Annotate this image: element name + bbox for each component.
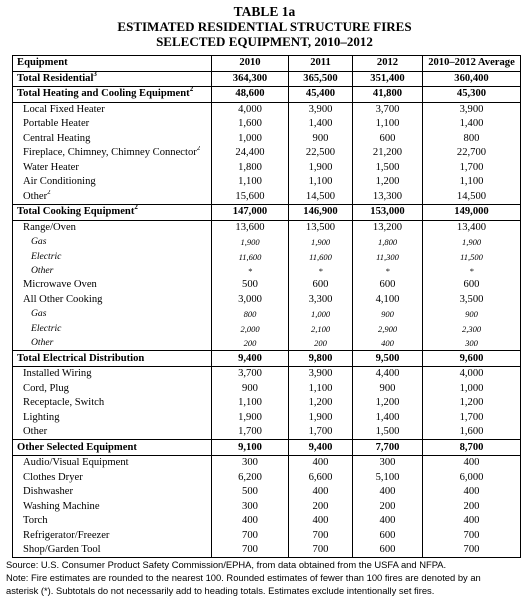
row-value: 364,300: [212, 71, 289, 87]
row-label: [13, 87, 212, 103]
row-value: 400: [353, 336, 423, 351]
table-row: [13, 102, 521, 117]
row-label-text: Receptacle, Switch: [23, 397, 105, 409]
row-label-text: Cord, Plug: [23, 382, 69, 394]
row-value: 700: [212, 528, 289, 543]
table-body: [13, 71, 521, 558]
row-value: 400: [289, 514, 353, 529]
row-value: 22,700: [423, 146, 521, 161]
row-value: 45,400: [289, 87, 353, 103]
row-label: [13, 455, 212, 470]
row-label: [13, 117, 212, 132]
row-value: 11,300: [353, 249, 423, 263]
rounding-note-continued: asterisk (*). Subtotals do not necessarily add to heading totals. Estimates exclude intentionally set fires.: [6, 585, 435, 596]
table-row: [13, 293, 521, 308]
row-label: [13, 102, 212, 117]
table-row: [13, 322, 521, 336]
table-subtitle: ESTIMATED RESIDENTIAL STRUCTURE FIRES: [117, 19, 412, 34]
row-value: 1,100: [353, 117, 423, 132]
row-label-text: Audio/Visual Equipment: [23, 457, 129, 469]
row-label: [13, 161, 212, 176]
row-label-text: All Other Cooking: [23, 293, 103, 305]
row-value: 1,100: [212, 175, 289, 190]
row-label-text: Central Heating: [23, 132, 91, 144]
row-label: [13, 132, 212, 147]
table-row: [13, 220, 521, 235]
row-value: 400: [353, 485, 423, 500]
footnote-marker: 2: [47, 189, 51, 196]
row-value: 1,400: [423, 117, 521, 132]
row-label-text: Water Heater: [23, 161, 79, 173]
row-value: 14,500: [289, 190, 353, 205]
row-value: 1,200: [353, 396, 423, 411]
row-value: *: [289, 264, 353, 278]
row-value: 3,500: [423, 293, 521, 308]
row-value: 3,900: [423, 102, 521, 117]
row-value: 1,900: [212, 235, 289, 249]
row-value: 200: [289, 499, 353, 514]
row-label: [13, 278, 212, 293]
row-value: 13,500: [289, 220, 353, 235]
row-label: [13, 175, 212, 190]
row-value: 1,800: [353, 235, 423, 249]
table-row: [13, 440, 521, 456]
row-label: [13, 264, 212, 278]
table-titles: [0, 0, 529, 49]
row-value: *: [212, 264, 289, 278]
column-header-2010: 2010: [212, 56, 289, 72]
table-row: [13, 470, 521, 485]
table-row: [13, 455, 521, 470]
row-value: 1,700: [212, 425, 289, 440]
row-value: 6,600: [289, 470, 353, 485]
row-label-text: Installed Wiring: [23, 368, 92, 380]
row-value: 1,400: [289, 117, 353, 132]
table-row: [13, 87, 521, 103]
row-value: 700: [289, 528, 353, 543]
row-label-text: Lighting: [23, 411, 60, 423]
row-value: 1,500: [353, 425, 423, 440]
table-row: [13, 235, 521, 249]
row-label-text: Other: [23, 190, 48, 202]
row-value: 700: [423, 528, 521, 543]
table-row: [13, 485, 521, 500]
row-value: 300: [212, 455, 289, 470]
row-value: 1,400: [353, 410, 423, 425]
row-value: 48,600: [212, 87, 289, 103]
row-value: 600: [353, 543, 423, 558]
row-label: [13, 528, 212, 543]
row-label: [13, 146, 212, 161]
table-row: [13, 307, 521, 321]
row-label: [13, 499, 212, 514]
footnote-marker: 3: [93, 71, 97, 78]
row-value: 360,400: [423, 71, 521, 87]
row-value: 9,800: [289, 351, 353, 367]
row-value: 1,900: [423, 235, 521, 249]
row-label: [13, 514, 212, 529]
row-value: 9,100: [212, 440, 289, 456]
row-value: 300: [212, 499, 289, 514]
row-label: [13, 440, 212, 456]
row-value: 45,300: [423, 87, 521, 103]
footnote-marker: 2: [196, 146, 201, 153]
row-label-text: Portable Heater: [23, 118, 90, 130]
row-value: 9,500: [353, 351, 423, 367]
row-value: 1,100: [423, 175, 521, 190]
row-value: 300: [353, 455, 423, 470]
table-row: [13, 132, 521, 147]
row-label-text: Gas: [31, 236, 47, 248]
row-value: 3,900: [289, 102, 353, 117]
table-row: [13, 381, 521, 396]
row-label: [13, 543, 212, 558]
row-value: 13,400: [423, 220, 521, 235]
row-value: 13,600: [212, 220, 289, 235]
column-header-average: 2010–2012 Average: [423, 56, 521, 72]
table-row: [13, 264, 521, 278]
row-value: 600: [289, 278, 353, 293]
row-value: 11,600: [289, 249, 353, 263]
row-value: 351,400: [353, 71, 423, 87]
row-value: 1,000: [423, 381, 521, 396]
table-title: TABLE 1a: [233, 4, 296, 19]
row-value: 700: [212, 543, 289, 558]
row-value: 400: [423, 455, 521, 470]
row-label-text: Electric: [31, 250, 62, 262]
row-value: 1,000: [212, 132, 289, 147]
row-label-text: Total Cooking Equipment: [17, 206, 135, 218]
row-label: [13, 190, 212, 205]
row-value: 1,200: [289, 396, 353, 411]
row-label: [13, 351, 212, 367]
row-value: 400: [353, 514, 423, 529]
row-value: 15,600: [212, 190, 289, 205]
row-value: 1,100: [212, 396, 289, 411]
row-value: 3,700: [353, 102, 423, 117]
row-label-text: Total Heating and Cooling Equipment: [17, 88, 190, 100]
row-label: [13, 410, 212, 425]
table-row: [13, 410, 521, 425]
row-value: 22,500: [289, 146, 353, 161]
row-value: 800: [212, 307, 289, 321]
row-label-text: Total Residential: [17, 72, 94, 84]
row-value: 9,400: [212, 351, 289, 367]
row-label-text: Clothes Dryer: [23, 471, 83, 483]
row-value: 1,900: [212, 410, 289, 425]
table-row: [13, 175, 521, 190]
row-label: [13, 336, 212, 351]
row-label-text: Other Selected Equipment: [17, 441, 137, 453]
row-value: 300: [423, 336, 521, 351]
row-value: 3,000: [212, 293, 289, 308]
row-value: 200: [353, 499, 423, 514]
table-notes: [6, 558, 524, 597]
table-row: [13, 336, 521, 351]
row-value: 3,700: [212, 366, 289, 381]
row-value: 200: [212, 336, 289, 351]
row-label: [13, 307, 212, 321]
table-subtitle-years: SELECTED EQUIPMENT, 2010–2012: [156, 34, 373, 49]
row-value: 4,400: [353, 366, 423, 381]
footnote-marker: 2: [189, 86, 194, 94]
row-value: 11,600: [212, 249, 289, 263]
table-header-row: [13, 56, 521, 72]
row-value: 149,000: [423, 205, 521, 221]
row-value: 200: [423, 499, 521, 514]
row-value: 900: [423, 307, 521, 321]
row-value: 800: [423, 132, 521, 147]
column-header-2012: 2012: [353, 56, 423, 72]
row-value: 6,000: [423, 470, 521, 485]
row-value: 700: [289, 543, 353, 558]
row-value: 1,600: [423, 425, 521, 440]
row-value: 400: [289, 455, 353, 470]
row-value: 1,200: [423, 396, 521, 411]
row-value: 200: [289, 336, 353, 351]
footnote-marker: 2: [134, 204, 138, 212]
table-row: [13, 278, 521, 293]
row-value: 6,200: [212, 470, 289, 485]
table-row: [13, 205, 521, 221]
row-value: 365,500: [289, 71, 353, 87]
row-value: 1,900: [289, 235, 353, 249]
row-value: 400: [423, 485, 521, 500]
row-value: 900: [353, 381, 423, 396]
row-value: 3,300: [289, 293, 353, 308]
row-value: 500: [212, 485, 289, 500]
row-value: 1,700: [423, 161, 521, 176]
row-value: 5,100: [353, 470, 423, 485]
row-label: [13, 381, 212, 396]
row-label: [13, 322, 212, 336]
table-row: [13, 249, 521, 263]
row-value: 1,600: [212, 117, 289, 132]
row-value: 900: [289, 132, 353, 147]
row-label: [13, 425, 212, 440]
column-header-equipment: Equipment: [13, 56, 212, 72]
row-label: [13, 220, 212, 235]
row-label-text: Shop/Garden Tool: [23, 544, 101, 556]
row-label: [13, 249, 212, 263]
row-label: [13, 470, 212, 485]
table-row: [13, 499, 521, 514]
row-label-text: Other: [31, 337, 54, 349]
fires-table: [12, 55, 521, 558]
row-value: 1,800: [212, 161, 289, 176]
row-value: 41,800: [353, 87, 423, 103]
row-value: 147,000: [212, 205, 289, 221]
row-label: [13, 235, 212, 249]
table-row: [13, 425, 521, 440]
row-value: 1,700: [289, 425, 353, 440]
row-value: 1,500: [353, 161, 423, 176]
row-value: 4,000: [423, 366, 521, 381]
row-value: 1,900: [289, 410, 353, 425]
row-label: [13, 293, 212, 308]
row-value: 9,600: [423, 351, 521, 367]
row-value: 1,900: [289, 161, 353, 176]
row-value: 9,400: [289, 440, 353, 456]
row-value: 400: [289, 485, 353, 500]
row-value: 1,700: [423, 410, 521, 425]
row-value: 21,200: [353, 146, 423, 161]
row-label: [13, 485, 212, 500]
column-header-2011: 2011: [289, 56, 353, 72]
table-row: [13, 117, 521, 132]
row-value: 8,700: [423, 440, 521, 456]
row-value: 900: [353, 307, 423, 321]
row-value: 4,000: [212, 102, 289, 117]
row-label-text: Fireplace, Chimney, Chimney Connector: [23, 147, 197, 159]
row-label-text: Local Fixed Heater: [23, 103, 105, 115]
table-row: [13, 366, 521, 381]
row-value: 1,200: [353, 175, 423, 190]
row-label: [13, 71, 212, 87]
table-row: [13, 161, 521, 176]
row-label-text: Microwave Oven: [23, 279, 97, 291]
row-value: 1,000: [289, 307, 353, 321]
row-value: 3,900: [289, 366, 353, 381]
table-row: [13, 396, 521, 411]
table-row: [13, 190, 521, 205]
source-note: Source: U.S. Consumer Product Safety Commission/EPHA, from data obtained from the USFA and NFPA.: [6, 559, 447, 570]
row-label: [13, 366, 212, 381]
row-label-text: Range/Oven: [23, 221, 76, 233]
table-row: [13, 543, 521, 558]
row-value: 400: [212, 514, 289, 529]
row-value: 13,200: [353, 220, 423, 235]
table-row: [13, 514, 521, 529]
row-value: 2,300: [423, 322, 521, 336]
row-value: 2,900: [353, 322, 423, 336]
row-label-text: Electric: [31, 322, 62, 334]
row-value: 900: [212, 381, 289, 396]
row-value: 4,100: [353, 293, 423, 308]
row-value: 2,000: [212, 322, 289, 336]
row-value: 2,100: [289, 322, 353, 336]
row-value: 600: [353, 528, 423, 543]
row-label-text: Washing Machine: [23, 500, 100, 512]
row-label: [13, 205, 212, 221]
row-value: 700: [423, 543, 521, 558]
row-value: 7,700: [353, 440, 423, 456]
rounding-note: Note: Fire estimates are rounded to the nearest 100. Rounded estimates of fewer than 100 fires are denoted by an: [6, 572, 481, 583]
row-label-text: Total Electrical Distribution: [17, 352, 145, 364]
row-value: 153,000: [353, 205, 423, 221]
row-value: 1,100: [289, 175, 353, 190]
row-value: 11,500: [423, 249, 521, 263]
row-value: 400: [423, 514, 521, 529]
table-row: [13, 528, 521, 543]
table-row: [13, 71, 521, 87]
row-value: 500: [212, 278, 289, 293]
row-value: 13,300: [353, 190, 423, 205]
row-value: *: [353, 264, 423, 278]
row-value: 24,400: [212, 146, 289, 161]
row-label: [13, 396, 212, 411]
row-value: 600: [353, 132, 423, 147]
table-row: [13, 351, 521, 367]
row-value: 14,500: [423, 190, 521, 205]
row-label-text: Other: [23, 426, 48, 438]
row-label-text: Air Conditioning: [23, 176, 96, 188]
row-value: *: [423, 264, 521, 278]
row-value: 600: [423, 278, 521, 293]
table-row: [13, 146, 521, 161]
row-label-text: Torch: [23, 515, 48, 527]
row-label-text: Dishwasher: [23, 486, 74, 498]
row-label-text: Refrigerator/Freezer: [23, 529, 110, 541]
row-value: 1,100: [289, 381, 353, 396]
row-value: 600: [353, 278, 423, 293]
row-label-text: Gas: [31, 308, 47, 320]
row-value: 146,900: [289, 205, 353, 221]
row-label-text: Other: [31, 264, 54, 276]
